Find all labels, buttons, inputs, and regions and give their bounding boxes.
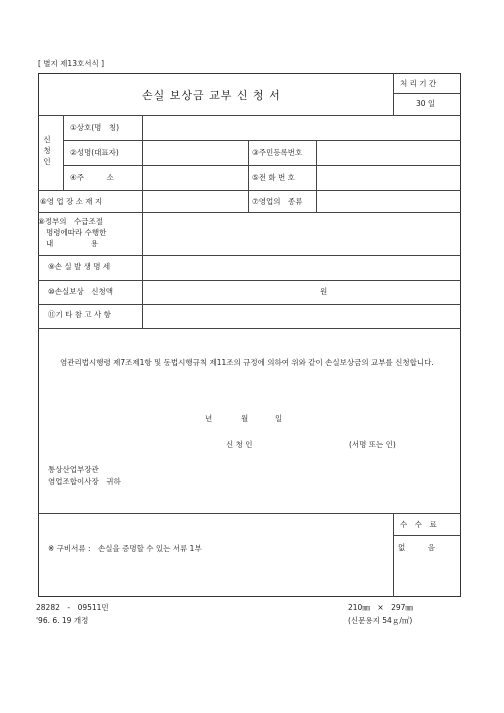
addressee-line-1: 통상산업부장관 — [48, 465, 99, 474]
won-unit: 원 — [320, 287, 328, 296]
row-line-attachments — [38, 513, 461, 514]
row-line-business-location — [38, 190, 461, 191]
applicant-mid-divider — [248, 140, 249, 190]
order-details-label-3: 내 용 — [46, 239, 98, 248]
business-type-divider-right — [316, 190, 317, 212]
remarks-label: ⑪기 타 참 고 사 항 — [48, 310, 111, 319]
business-type-divider-left — [248, 190, 249, 212]
fee-split — [393, 535, 461, 536]
date-day: 일 — [275, 414, 283, 423]
business-name-label: ①상호(명 칭) — [70, 123, 120, 132]
applicant-row-line-1 — [63, 140, 461, 141]
form-title: 손실 보상금 교부 신 청 서 — [142, 89, 281, 102]
applicant-row-line-2 — [63, 165, 461, 166]
order-details-divider — [142, 212, 143, 255]
row-line-compensation — [38, 280, 461, 281]
footer-revision: '96. 6. 19 개정 — [36, 616, 89, 625]
fee-value: 없 음 — [398, 543, 435, 552]
header-bottom-line — [38, 115, 461, 116]
fee-label: 수 수 료 — [400, 520, 437, 529]
remarks-divider — [142, 304, 143, 328]
applicant-group-label: 신청인 — [43, 135, 51, 166]
application-statement: 염관리법시행령 제7조제1항 및 동법시행규칙 제11조의 규정에 의하여 위와 같이 손실보상금의 교부를 신청합니다. — [60, 358, 434, 367]
footer-paper-type: (신문용지 54ｇ/㎡) — [348, 616, 413, 625]
row-line-loss-details — [38, 255, 461, 256]
row-line-remarks — [38, 304, 461, 305]
date-month: 월 — [241, 414, 249, 423]
business-location-label: ⑥영 업 장 소 재 지 — [40, 197, 103, 206]
order-details-label-1: ⑧정부의 수급조절 — [38, 217, 103, 226]
applicant-mid-label-divider — [316, 140, 317, 190]
processing-period-value: 30 일 — [416, 99, 436, 108]
business-type-label: ⑦영업의 종류 — [252, 197, 303, 206]
addressee-line-2: 염업조합이사장 귀하 — [48, 477, 121, 486]
row-line-body — [38, 328, 461, 329]
applicant-label-divider — [142, 115, 143, 190]
resident-number-label: ③주민등록번호 — [252, 148, 303, 157]
phone-label: ⑤전 화 번 호 — [252, 173, 295, 182]
processing-period-label: 처 리 기 간 — [400, 79, 437, 88]
applicant-signature-label: 신 청 인 — [226, 440, 253, 449]
applicant-group-divider — [63, 115, 64, 190]
attachments-note: ※ 구비서류 : 손실을 증명할 수 있는 서류 1부 — [48, 544, 202, 553]
compensation-divider — [142, 280, 143, 304]
address-label: ④주 소 — [70, 173, 114, 182]
signature-hint: (서명 또는 인) — [349, 440, 396, 449]
business-location-divider — [142, 190, 143, 212]
compensation-amount-label: ⑩손실보상 신청액 — [48, 287, 113, 296]
representative-name-label: ②성명(대표자) — [70, 148, 119, 157]
order-details-label-2: 명령에따라 수행한 — [46, 228, 107, 237]
loss-details-divider — [142, 255, 143, 280]
fee-divider — [393, 513, 394, 597]
loss-details-label: ⑨손 실 발 생 명 세 — [48, 262, 111, 271]
row-line-order-details — [38, 212, 461, 213]
date-year: 년 — [205, 414, 213, 423]
header-divider — [393, 73, 394, 115]
form-tag: [ 별지 제13호서식 ] — [38, 59, 105, 68]
header-split — [393, 93, 461, 94]
footer-paper-size: 210㎜ × 297㎜ — [348, 603, 413, 612]
footer-form-code: 28282 - 09511민 — [36, 603, 109, 612]
